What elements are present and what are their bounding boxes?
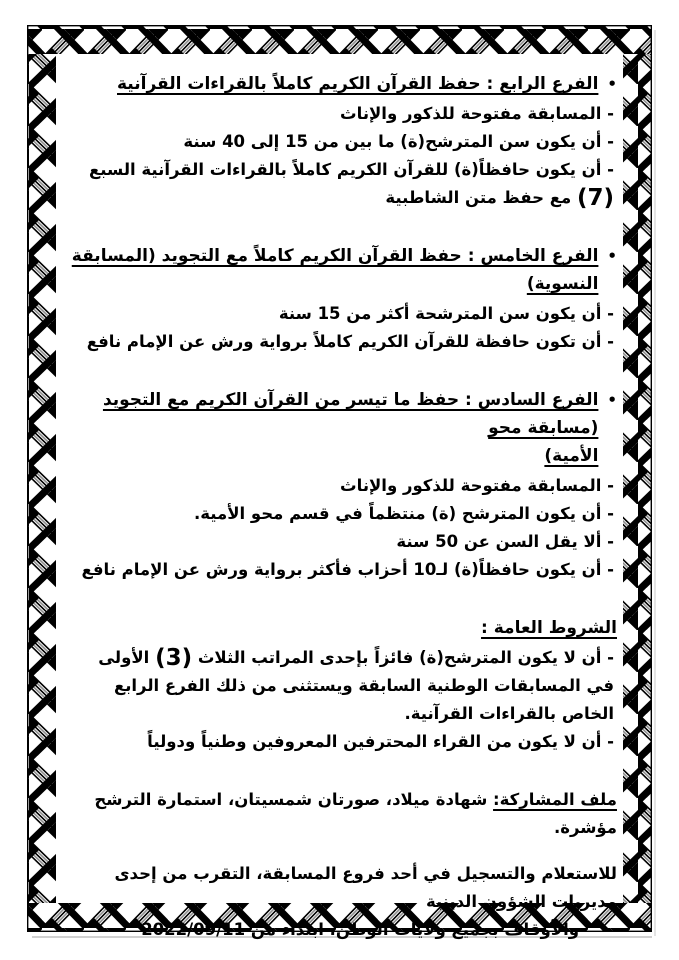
big-number-three: (3) xyxy=(155,645,193,671)
branch-five-heading xyxy=(66,242,617,298)
heading-line: الأمية) xyxy=(544,446,599,466)
branch-four-heading xyxy=(66,70,617,98)
document-content xyxy=(66,54,617,944)
item-text: الأولى في المسابقات الوطنية السابقة ويستثنى من ذلك الفرع الرابع الخاص بالقراءات القرآنية. xyxy=(98,648,614,723)
section-branch-five xyxy=(66,242,617,356)
participation-file-text: شهادة ميلاد، صورتان شمسيتان، استمارة الترشح مؤشرة. xyxy=(94,790,617,837)
branch-six-heading-text xyxy=(66,386,598,470)
list-item: - أن تكون حافظة للقرآن الكريم كاملاً برواية ورش عن الإمام نافع xyxy=(86,332,614,351)
list-item: - أن يكون سن المترشح(ة) ما بين من 15 إلى 40 سنة xyxy=(183,132,614,151)
bullet-icon: • xyxy=(607,391,617,409)
participation-file-label: ملف المشاركة: xyxy=(493,790,617,809)
bullet-icon: • xyxy=(607,247,617,265)
list-item: - المسابقة مفتوحة للذكور والإناث xyxy=(340,104,614,123)
list-item xyxy=(66,644,617,728)
item-text: - أن يكون حافظاً(ة) للقرآن الكريم كاملاً بالقراءات القرآنية السبع xyxy=(89,160,614,179)
list-item xyxy=(66,156,617,212)
list-item: - المسابقة مفتوحة للذكور والإناث xyxy=(340,476,614,495)
list-item: - أن يكون سن المترشحة أكثر من 15 سنة xyxy=(278,304,614,323)
section-branch-six xyxy=(66,386,617,584)
section-branch-four xyxy=(66,70,617,212)
list-item: - ألا يقل السن عن 50 سنة xyxy=(396,532,614,551)
info-line-with-date: والأوقاف بجميع ولايات الوطن، ابتداء من 2022/09/11 xyxy=(141,920,579,939)
list-item: - أن يكون المترشح (ة) منتظماً في قسم محو الأمية. xyxy=(193,504,614,523)
general-conditions-heading xyxy=(66,614,617,642)
branch-four-heading-text: الفرع الرابع : حفظ القرآن الكريم كاملاً بالقراءات القرآنية xyxy=(117,74,599,94)
heading-line: الفرع السادس : حفظ ما تيسر من القرآن الكريم مع التجويد (مسابقة محو xyxy=(102,390,599,438)
bullet-icon: • xyxy=(607,75,617,93)
list-item: - أن لا يكون من القراء المحترفين المعروفين وطنياً ودولياً xyxy=(147,732,614,751)
info-line: للاستعلام والتسجيل في أحد فروع المسابقة، التقرب من إحدى مديريات الشؤون الدينية xyxy=(114,864,617,911)
general-conditions-heading-text: الشروط العامة : xyxy=(481,618,617,638)
section-general-conditions xyxy=(66,614,617,756)
big-number-seven: (7) xyxy=(576,185,614,211)
branch-five-heading-text: الفرع الخامس : حفظ القرآن الكريم كاملاً مع التجويد (المسابقة النسوية) xyxy=(71,246,599,294)
participation-file-line xyxy=(66,786,617,842)
branch-six-heading xyxy=(66,386,617,470)
item-text: - أن لا يكون المترشح(ة) فائزاً بإحدى المراتب الثلاث xyxy=(192,648,614,667)
item-text: مع حفظ متن الشاطبية xyxy=(385,188,577,207)
list-item: - أن يكون حافظاً(ة) لـ10 أحزاب فأكثر برواية ورش عن الإمام نافع xyxy=(81,560,614,579)
info-paragraph xyxy=(66,860,617,944)
